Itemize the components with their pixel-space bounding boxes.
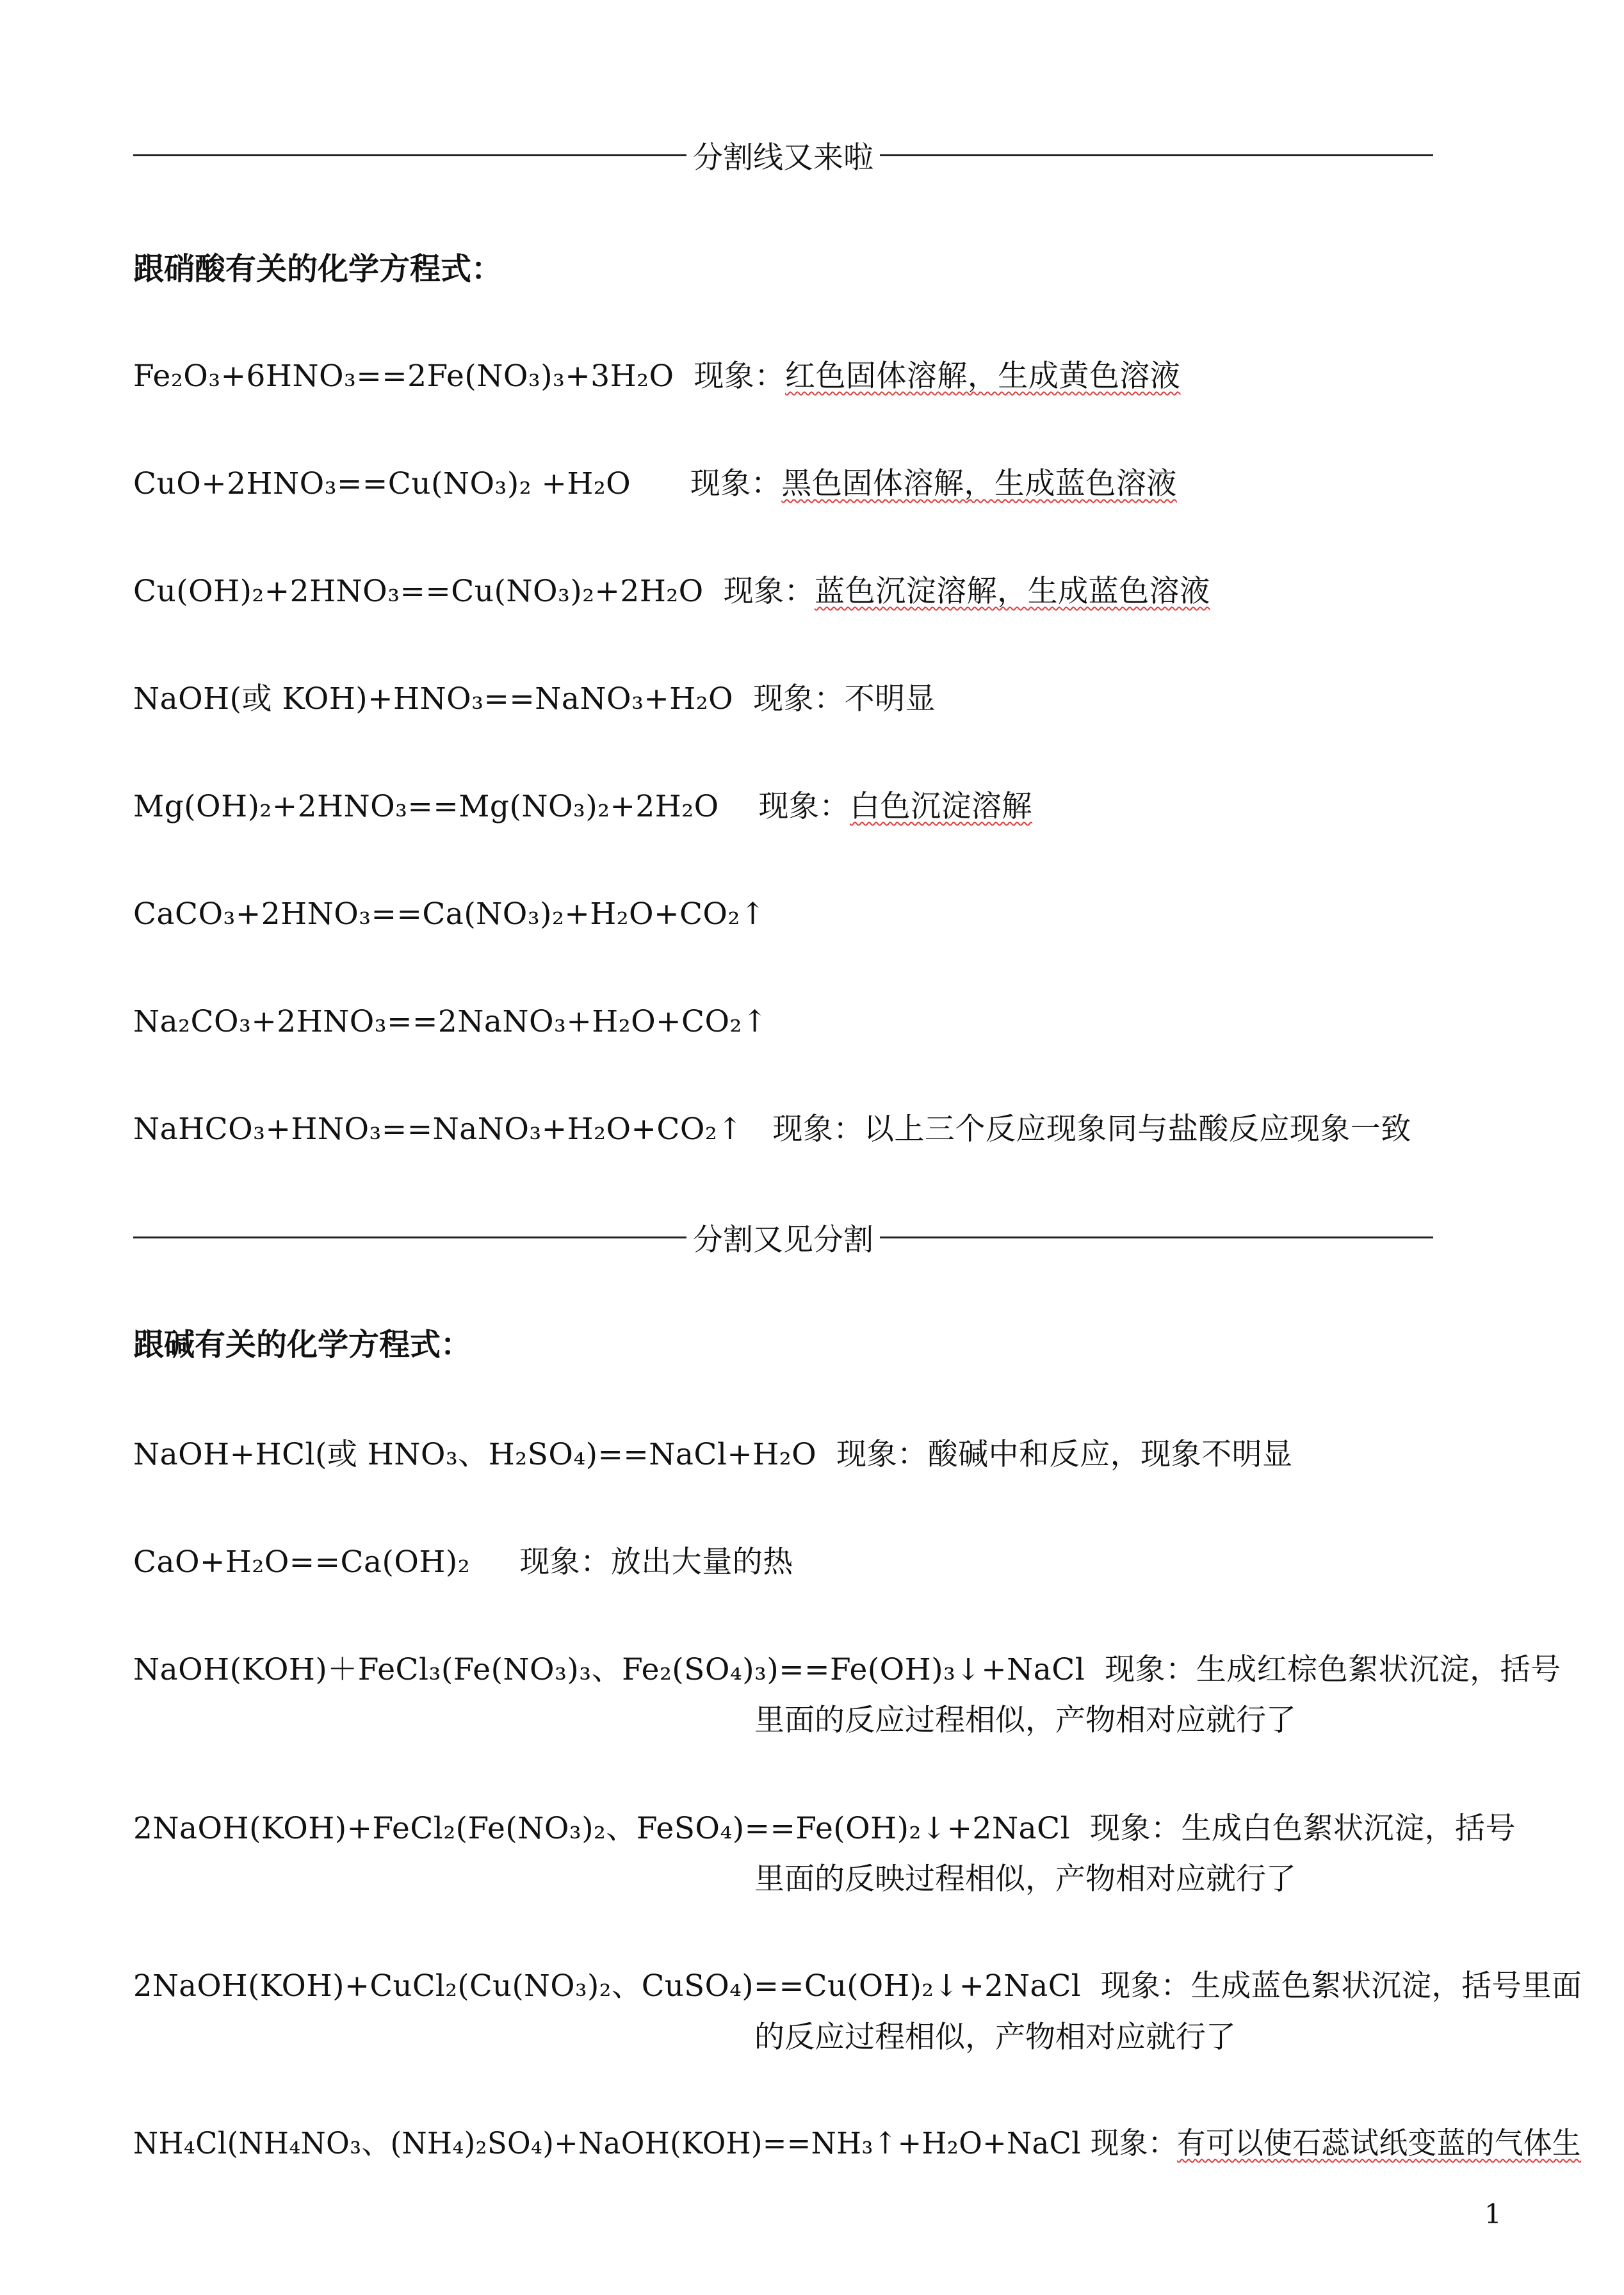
observation-label: 现象： — [519, 1545, 611, 1580]
equation-line — [133, 1966, 1582, 2007]
equation-line — [133, 571, 1210, 612]
observation-text: 生成红棕色絮状沉淀，括号 — [1196, 1652, 1561, 1687]
equation: 2NaOH(KOH)+FeCl₂(Fe(NO₃)₂、FeSO₄)==Fe(OH)₂↓+2NaCl — [133, 1811, 1071, 1846]
observation-text: 白色沉淀溶解 — [849, 789, 1032, 824]
observation-label: 现象： — [1090, 2126, 1177, 2161]
equation-line — [133, 786, 1032, 827]
observation-label: 现象： — [1100, 1968, 1191, 2004]
observation-text: 红色固体溶解，生成黄色溶液 — [784, 359, 1181, 394]
equation: NaOH(或 KOH)+HNO₃==NaNO₃+H₂O — [133, 681, 734, 717]
observation-label: 现象： — [758, 789, 850, 824]
equation: Fe₂O₃+6HNO₃==2Fe(NO₃)₃+3H₂O — [133, 359, 674, 394]
observation-text: 放出大量的热 — [610, 1545, 793, 1580]
divider-rule — [880, 1237, 1433, 1238]
divider-rule — [133, 154, 686, 156]
observation-continuation: 的反应过程相似，产物相对应就行了 — [754, 2020, 1236, 2055]
observation-continuation: 里面的反映过程相似，产物相对应就行了 — [754, 1861, 1296, 1897]
observation-text: 有可以使石蕊试纸变蓝的气体生 — [1176, 2126, 1582, 2161]
divider-rule — [880, 154, 1433, 156]
observation-label: 现象： — [1090, 1811, 1181, 1846]
observation-text: 以上三个反应现象同与盐酸反应现象一致 — [863, 1112, 1411, 1147]
equation-line — [133, 1109, 1411, 1150]
equation: NaOH+HCl(或 HNO₃、H₂SO₄)==NaCl+H₂O — [133, 1437, 817, 1472]
equation-line — [133, 464, 1177, 505]
equation: CuO+2HNO₃==Cu(NO₃)₂ +H₂O — [133, 466, 631, 501]
equation-line — [133, 894, 766, 935]
observation-text: 生成白色絮状沉淀，括号 — [1181, 1811, 1516, 1846]
equation-line — [133, 1434, 1293, 1475]
equation-line — [133, 356, 1180, 397]
observation-text: 不明显 — [844, 681, 936, 717]
equation: Cu(OH)₂+2HNO₃==Cu(NO₃)₂+2H₂O — [133, 574, 704, 609]
equation-line — [133, 1002, 768, 1042]
observation-label: 现象： — [694, 359, 785, 394]
observation-label: 现象： — [1105, 1652, 1196, 1687]
equation-line — [133, 679, 936, 720]
equation: NaOH(KOH)＋FeCl₃(Fe(NO₃)₃、Fe₂(SO₄)₃)==Fe(OH)₃↓+NaCl — [133, 1652, 1085, 1687]
equation: NH₄Cl(NH₄NO₃、(NH₄)₂SO₄)+NaOH(KOH)==NH₃↑+H₂O+NaCl — [133, 2126, 1082, 2161]
base-heading: 跟碱有关的化学方程式： — [133, 1327, 472, 1363]
observation-continuation: 里面的反应过程相似，产物相对应就行了 — [754, 1703, 1296, 1738]
nitric-acid-heading: 跟硝酸有关的化学方程式： — [133, 251, 503, 287]
observation-text: 蓝色沉淀溶解，生成蓝色溶液 — [815, 574, 1210, 609]
equation-line — [133, 1650, 1561, 1691]
observation-label: 现象： — [772, 1112, 864, 1147]
equation-line — [133, 2123, 1581, 2164]
equation: NaHCO₃+HNO₃==NaNO₃+H₂O+CO₂↑ — [133, 1112, 743, 1147]
section-divider — [133, 1217, 1433, 1258]
observation-text: 黑色固体溶解，生成蓝色溶液 — [781, 466, 1177, 501]
section-divider — [133, 134, 1433, 175]
equation: Mg(OH)₂+2HNO₃==Mg(NO₃)₂+2H₂O — [133, 789, 719, 824]
observation-text: 酸碱中和反应，现象不明显 — [927, 1437, 1293, 1472]
page-number: 1 — [1484, 2198, 1502, 2230]
equation: CaCO₃+2HNO₃==Ca(NO₃)₂+H₂O+CO₂↑ — [133, 896, 766, 932]
equation-line — [133, 1542, 793, 1583]
equation: 2NaOH(KOH)+CuCl₂(Cu(NO₃)₂、CuSO₄)==Cu(OH)₂↓+2NaCl — [133, 1968, 1082, 2004]
equation-line — [133, 1808, 1516, 1849]
divider-text: 分割又见分割 — [693, 1222, 873, 1258]
equation: Na₂CO₃+2HNO₃==2NaNO₃+H₂O+CO₂↑ — [133, 1004, 768, 1039]
divider-text: 分割线又来啦 — [693, 140, 873, 175]
divider-rule — [133, 1237, 686, 1238]
observation-label: 现象： — [690, 466, 782, 501]
observation-label: 现象： — [753, 681, 845, 717]
observation-label: 现象： — [836, 1437, 928, 1472]
observation-text: 生成蓝色絮状沉淀，括号里面 — [1190, 1968, 1582, 2004]
observation-label: 现象： — [723, 574, 815, 609]
equation: CaO+H₂O==Ca(OH)₂ — [133, 1545, 471, 1580]
